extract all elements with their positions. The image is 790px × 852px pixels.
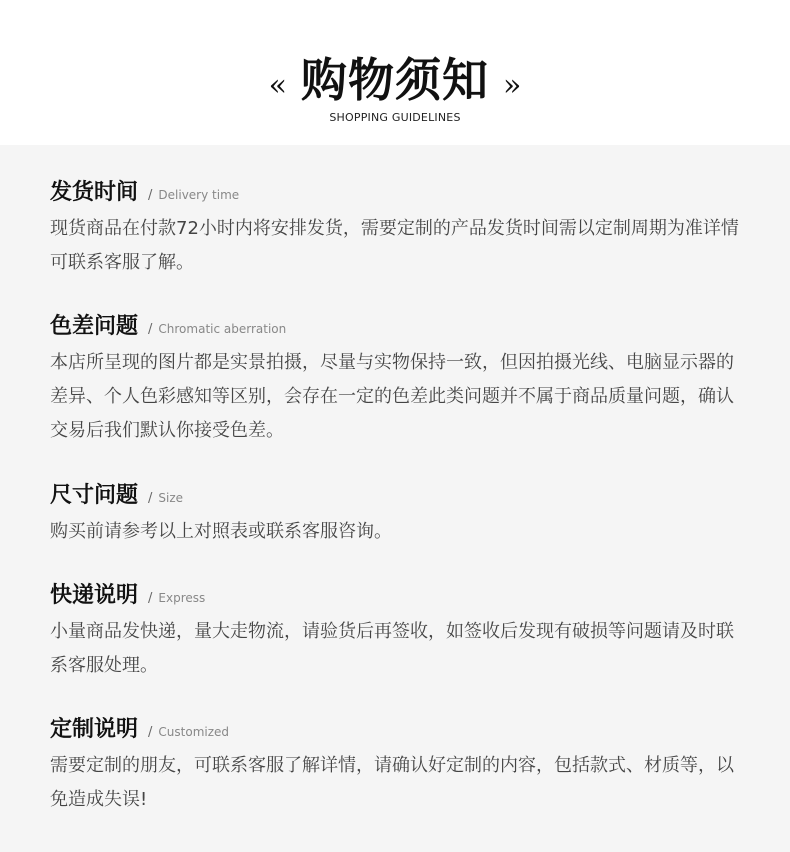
heading-separator: / — [148, 591, 153, 606]
section-body: 本店所呈现的图片都是实景拍摄，尽量与实物保持一致，但因拍摄光线、电脑显示器的差异、个人色彩感知等区别，会存在一定的色差此类问题并不属于商品质量问题，确认交易后我们默认你接受色差。 — [50, 352, 734, 441]
section-heading — [50, 178, 760, 208]
heading-separator: / — [148, 322, 153, 337]
section-body: 需要定制的朋友，可联系客服了解详情，请确认好定制的内容，包括款式、材质等，以免造成失误! — [50, 755, 734, 810]
section-heading — [50, 481, 760, 511]
page-title: 购物须知 — [301, 53, 489, 107]
section-delivery-time — [50, 178, 760, 280]
section-body: 现货商品在付款72小时内将安排发货，需要定制的产品发货时间需以定制周期为准详情可联系客服了解。 — [50, 218, 739, 273]
title-row — [0, 50, 790, 110]
section-title-en: Chromatic aberration — [158, 322, 287, 336]
section-title-en: Size — [158, 491, 184, 505]
section-title: 尺寸问题 — [50, 483, 139, 508]
section-body: 小量商品发快递，量大走物流，请验货后再签收，如签收后发现有破损等问题请及时联系客服处理。 — [50, 621, 734, 676]
section-title-en: Delivery time — [158, 188, 240, 202]
right-guillemet: » — [503, 68, 522, 103]
section-title: 快递说明 — [50, 583, 139, 608]
page-subtitle: SHOPPING GUIDELINES — [329, 111, 461, 124]
section-heading — [50, 581, 760, 611]
section-customized — [50, 715, 760, 817]
section-title: 色差问题 — [50, 314, 139, 339]
page-header — [0, 0, 790, 145]
heading-separator: / — [148, 188, 153, 203]
heading-separator: / — [148, 491, 153, 506]
section-chromatic-aberration — [50, 312, 760, 448]
section-heading — [50, 715, 760, 745]
section-express — [50, 581, 760, 683]
section-title-en: Express — [158, 591, 206, 605]
heading-separator: / — [148, 725, 153, 740]
left-guillemet: « — [268, 68, 287, 103]
section-size — [50, 481, 760, 549]
section-title-en: Customized — [158, 725, 230, 739]
section-title: 定制说明 — [50, 717, 139, 742]
section-body: 购买前请参考以上对照表或联系客服咨询。 — [50, 521, 392, 542]
section-title: 发货时间 — [50, 180, 139, 205]
section-heading — [50, 312, 760, 342]
